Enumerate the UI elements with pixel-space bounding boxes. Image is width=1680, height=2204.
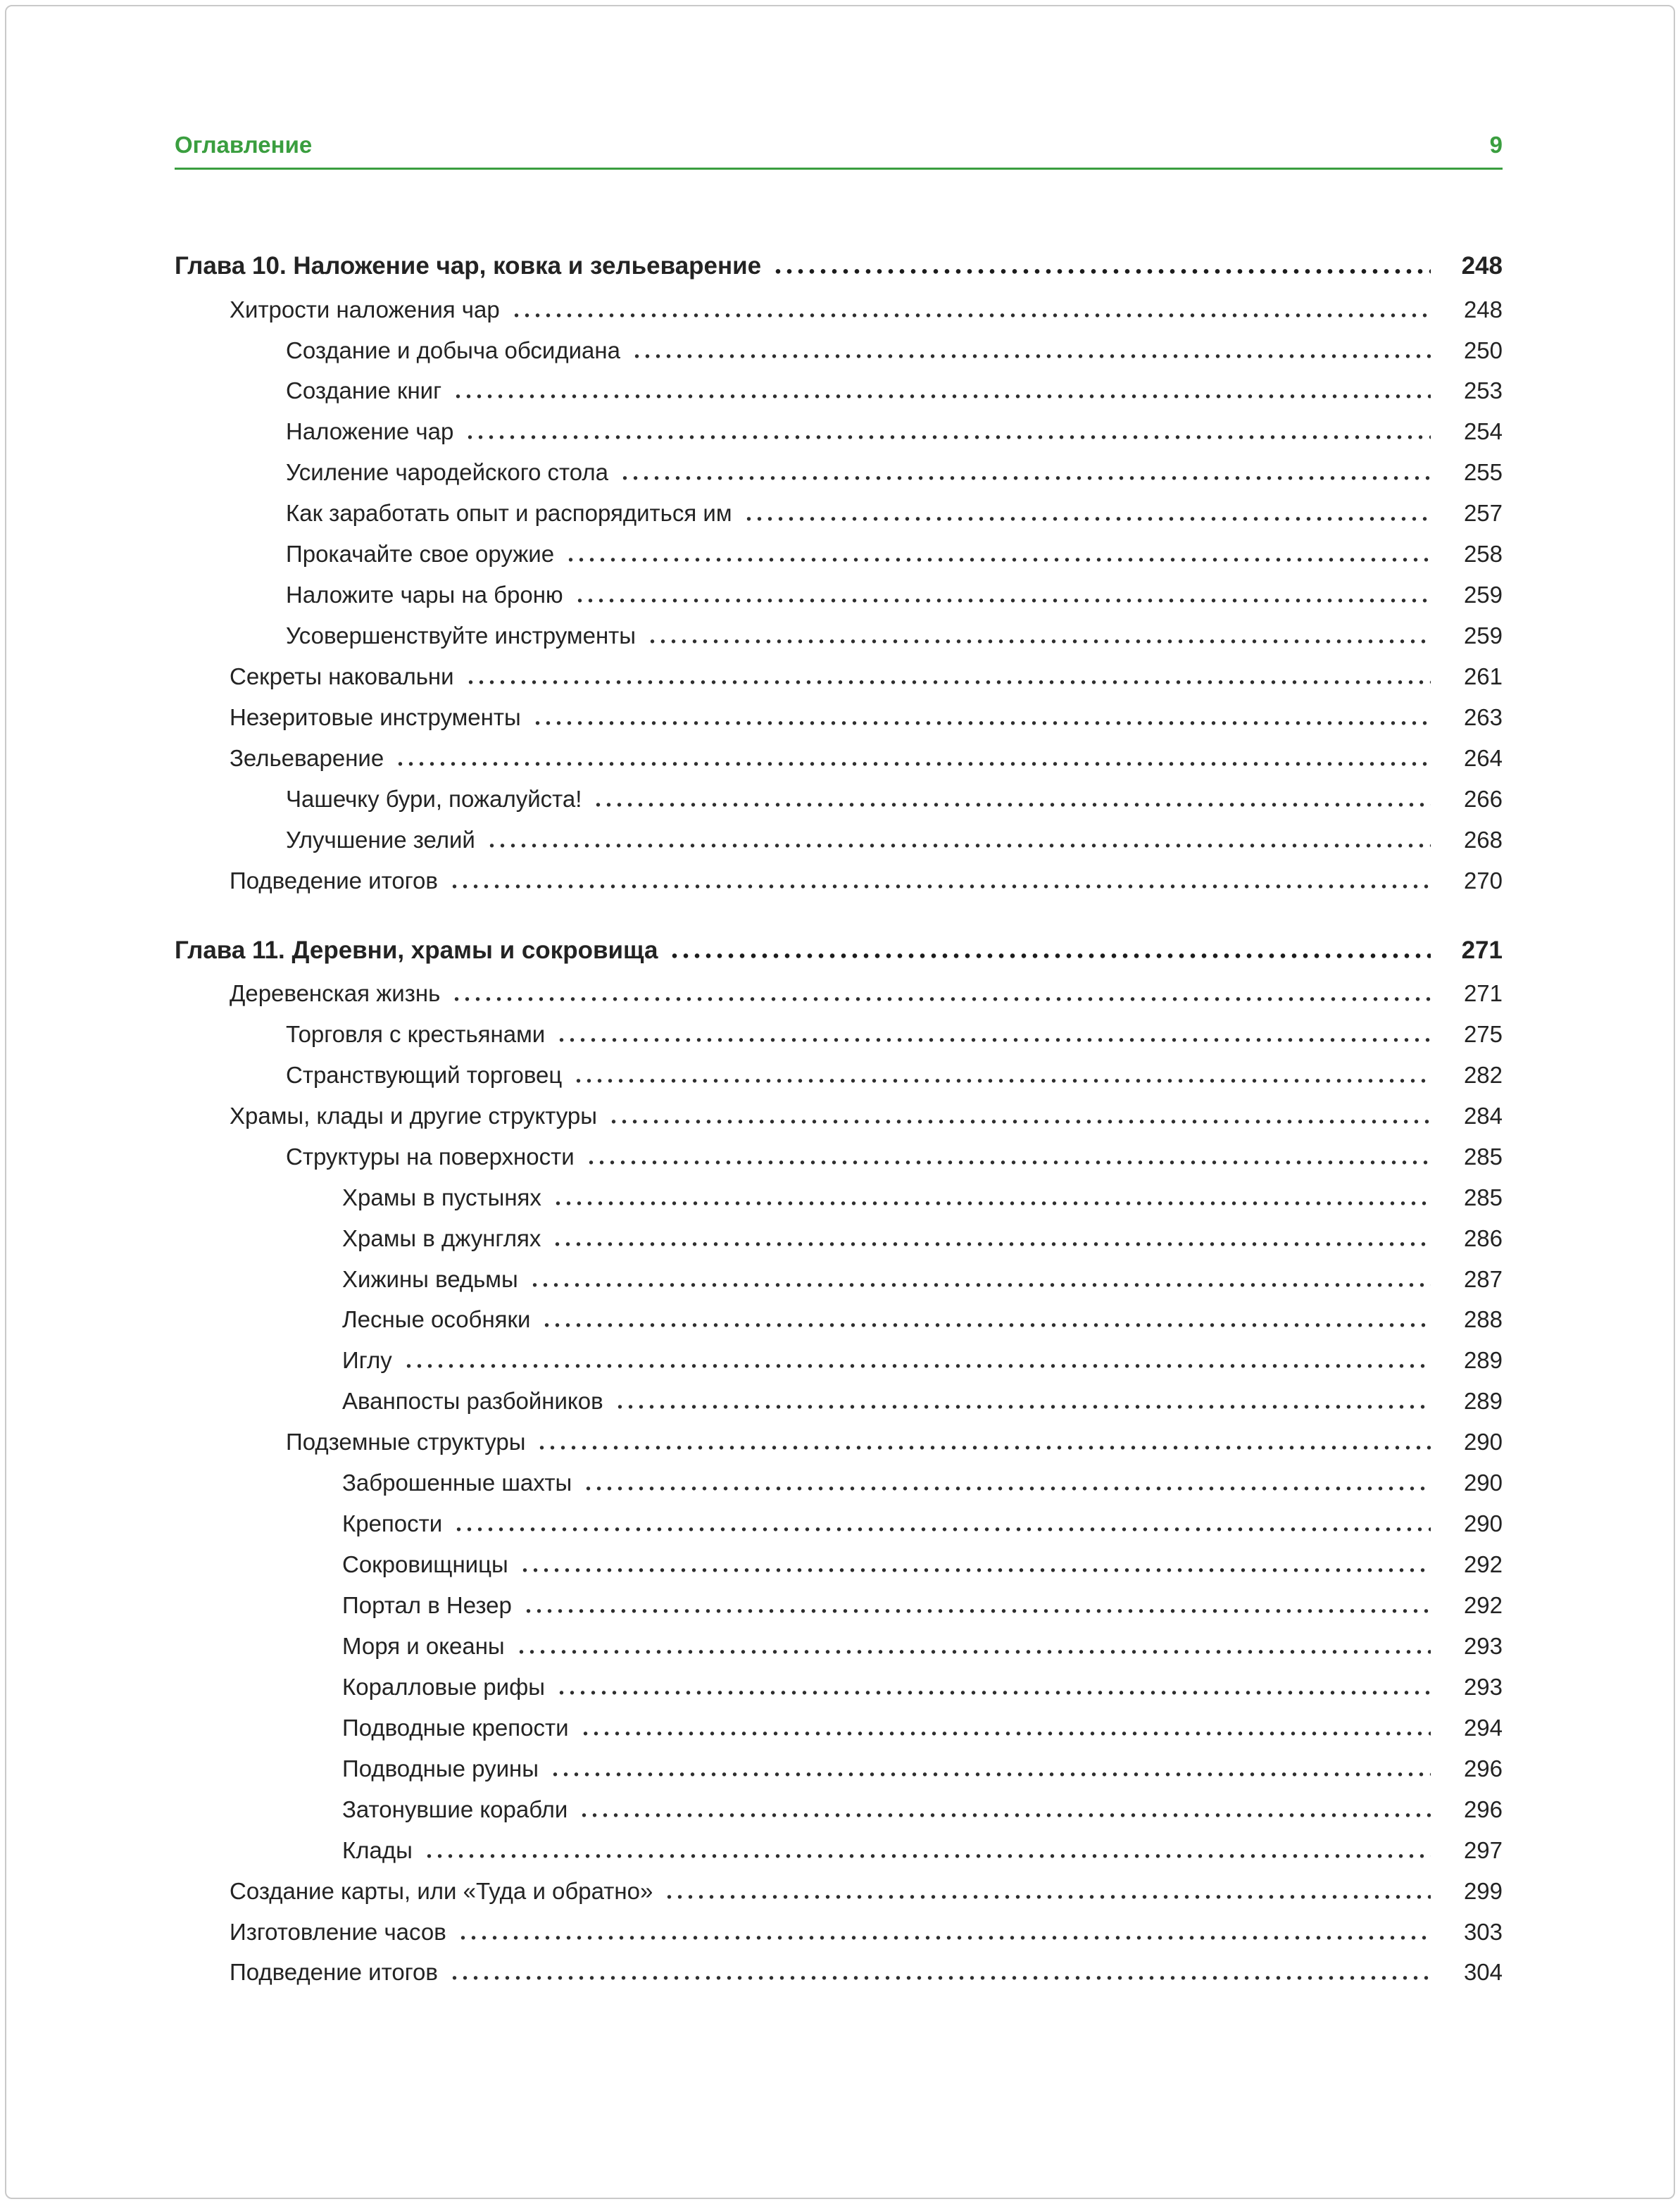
entry-label: Коралловые рифы <box>342 1673 545 1700</box>
entry-page-number: 266 <box>1463 785 1503 812</box>
toc-section <box>175 251 1503 894</box>
entry-label: Заброшенные шахты <box>342 1470 572 1496</box>
entry-page-number: 293 <box>1463 1673 1503 1700</box>
entry-label: Наложите чары на броню <box>286 582 563 608</box>
toc-entry <box>175 1103 1503 1130</box>
entry-page-number: 257 <box>1463 500 1503 527</box>
entry-label: Усиление чародейского стола <box>286 459 609 486</box>
entry-page-number: 290 <box>1463 1429 1503 1455</box>
entry-page-number: 254 <box>1463 418 1503 445</box>
toc-entry <box>175 1306 1503 1334</box>
toc-entry <box>175 1551 1503 1579</box>
toc-entry <box>175 1021 1503 1048</box>
toc-entry <box>175 1592 1503 1620</box>
leader-dots <box>453 394 1431 399</box>
leader-dots <box>395 761 1431 766</box>
entry-label: Создание и добыча обсидиана <box>286 337 620 363</box>
entry-page-number: 296 <box>1463 1796 1503 1822</box>
entry-label: Хижины ведьмы <box>342 1265 518 1292</box>
entry-label: Портал в Незер <box>342 1592 512 1619</box>
leader-dots <box>550 1772 1431 1777</box>
leader-dots <box>520 1567 1431 1572</box>
entry-label: Изготовление часов <box>230 1918 446 1945</box>
entry-label: Аванпосты разбойников <box>342 1388 603 1415</box>
section-heading <box>175 936 1503 965</box>
entry-label: Сокровищницы <box>342 1551 508 1578</box>
entry-page-number: 289 <box>1463 1388 1503 1415</box>
leader-dots <box>580 1731 1431 1736</box>
entry-page-number: 263 <box>1463 703 1503 730</box>
toc-entry <box>175 1878 1503 1905</box>
leader-dots <box>516 1649 1431 1654</box>
entry-page-number: 299 <box>1463 1877 1503 1904</box>
entry-label: Иглу <box>342 1347 392 1374</box>
entry-page-number: 303 <box>1463 1918 1503 1945</box>
toc-entry <box>175 868 1503 895</box>
entry-page-number: 261 <box>1463 663 1503 690</box>
entry-page-number: 275 <box>1463 1020 1503 1047</box>
toc-section <box>175 936 1503 1987</box>
toc-entry <box>175 1633 1503 1660</box>
entry-label: Затонувшие корабли <box>342 1796 568 1822</box>
entry-page-number: 287 <box>1463 1265 1503 1292</box>
entry-page-number: 289 <box>1463 1347 1503 1374</box>
leader-dots <box>487 843 1431 848</box>
toc-entry <box>175 459 1503 487</box>
leader-dots <box>575 598 1431 603</box>
entry-label: Клады <box>342 1836 413 1863</box>
toc-entry <box>175 1959 1503 1986</box>
entry-label: Структуры на поверхности <box>286 1143 575 1170</box>
toc-entry <box>175 500 1503 527</box>
toc-entry <box>175 541 1503 568</box>
entry-page-number: 290 <box>1463 1470 1503 1496</box>
entry-page-number: 296 <box>1463 1755 1503 1782</box>
leader-dots <box>451 996 1431 1001</box>
leader-dots <box>458 1935 1431 1940</box>
entry-label: Деревенская жизнь <box>230 979 441 1006</box>
entry-label: Чашечку бури, пожалуйста! <box>286 785 582 812</box>
toc-entry <box>175 622 1503 650</box>
entry-label: Прокачайте свое оружие <box>286 541 555 568</box>
entry-label: Храмы в джунглях <box>342 1225 541 1251</box>
toc-entry <box>175 1837 1503 1865</box>
entry-page-number: 270 <box>1463 867 1503 894</box>
toc-entry <box>175 1919 1503 1946</box>
leader-dots <box>511 313 1431 318</box>
entry-page-number: 292 <box>1463 1551 1503 1578</box>
entry-page-number: 288 <box>1463 1306 1503 1333</box>
leader-dots <box>615 1404 1431 1409</box>
entry-page-number: 293 <box>1463 1632 1503 1659</box>
entry-label: Хитрости наложения чар <box>230 296 500 323</box>
entry-label: Крепости <box>342 1510 443 1537</box>
header-page-number: 9 <box>1489 132 1503 158</box>
entry-label: Подводные крепости <box>342 1714 569 1741</box>
leader-dots <box>403 1363 1431 1368</box>
entry-page-number: 268 <box>1463 826 1503 853</box>
entry-page-number: 253 <box>1463 377 1503 404</box>
leader-dots <box>537 1445 1431 1450</box>
entry-page-number: 264 <box>1463 744 1503 771</box>
leader-dots <box>453 1527 1431 1532</box>
leader-dots <box>583 1486 1431 1491</box>
entry-page-number: 304 <box>1463 1959 1503 1986</box>
entry-page-number: 258 <box>1463 541 1503 568</box>
leader-dots <box>449 884 1431 889</box>
entry-page-number: 271 <box>1463 979 1503 1006</box>
leader-dots <box>632 353 1431 358</box>
leader-dots <box>586 1160 1431 1165</box>
leader-dots <box>556 1037 1431 1042</box>
entry-label: Подведение итогов <box>230 867 438 894</box>
leader-dots <box>647 639 1431 644</box>
entry-page-number: 292 <box>1463 1592 1503 1619</box>
toc-entry <box>175 1184 1503 1212</box>
entry-page-number: 297 <box>1463 1836 1503 1863</box>
toc-entry <box>175 1429 1503 1456</box>
leader-dots <box>465 680 1431 684</box>
section-page-number: 271 <box>1461 936 1503 964</box>
leader-dots <box>664 1894 1431 1899</box>
entry-label: Создание карты, или «Туда и обратно» <box>230 1877 653 1904</box>
toc-entry <box>175 1144 1503 1171</box>
toc-entry <box>175 663 1503 691</box>
leader-dots <box>449 1975 1431 1980</box>
entry-label: Странствующий торговец <box>286 1061 563 1088</box>
entry-page-number: 284 <box>1463 1102 1503 1129</box>
entry-label: Лесные особняки <box>342 1306 531 1333</box>
entry-page-number: 282 <box>1463 1061 1503 1088</box>
toc-entry <box>175 1062 1503 1089</box>
toc-entry <box>175 1755 1503 1783</box>
leader-dots <box>593 802 1431 807</box>
toc-entry <box>175 745 1503 772</box>
entry-page-number: 250 <box>1463 337 1503 363</box>
leader-dots <box>565 557 1431 562</box>
entry-label: Зельеварение <box>230 744 384 771</box>
entry-label: Создание книг <box>286 377 442 404</box>
section-title: Глава 11. Деревни, храмы и сокровища <box>175 936 658 964</box>
leader-dots <box>541 1322 1431 1327</box>
toc-entry <box>175 582 1503 609</box>
section-title: Глава 10. Наложение чар, ковка и зельеварение <box>175 252 762 280</box>
toc-entry <box>175 418 1503 446</box>
running-head <box>175 132 1503 158</box>
entry-page-number: 294 <box>1463 1714 1503 1741</box>
leader-dots <box>523 1608 1431 1613</box>
leader-dots <box>772 268 1431 274</box>
entry-page-number: 259 <box>1463 582 1503 608</box>
entry-label: Секреты наковальни <box>230 663 454 690</box>
leader-dots <box>620 475 1431 480</box>
entry-label: Подведение итогов <box>230 1959 438 1986</box>
toc-entry <box>175 1266 1503 1294</box>
toc <box>175 251 1503 1986</box>
entry-label: Моря и океаны <box>342 1632 505 1659</box>
entry-label: Наложение чар <box>286 418 454 445</box>
toc-entry <box>175 1225 1503 1253</box>
toc-entry <box>175 1510 1503 1538</box>
leader-dots <box>573 1078 1431 1083</box>
section-heading <box>175 251 1503 280</box>
leader-dots <box>744 516 1431 521</box>
content-area <box>175 132 1503 2000</box>
leader-dots <box>553 1201 1431 1206</box>
leader-dots <box>669 953 1431 958</box>
entry-page-number: 290 <box>1463 1510 1503 1537</box>
entry-label: Храмы, клады и другие структуры <box>230 1102 597 1129</box>
entry-label: Торговля с крестьянами <box>286 1020 546 1047</box>
leader-dots <box>579 1812 1431 1817</box>
entry-page-number: 259 <box>1463 622 1503 649</box>
toc-entry <box>175 1388 1503 1415</box>
header-rule <box>175 168 1503 170</box>
entry-page-number: 285 <box>1463 1143 1503 1170</box>
page-title: Оглавление <box>175 132 313 158</box>
leader-dots <box>529 1282 1431 1287</box>
toc-entry <box>175 786 1503 813</box>
toc-entry <box>175 1347 1503 1375</box>
entry-label: Подводные руины <box>342 1755 539 1782</box>
toc-entry <box>175 1715 1503 1742</box>
entry-page-number: 285 <box>1463 1184 1503 1210</box>
toc-entry <box>175 296 1503 324</box>
leader-dots <box>465 434 1431 439</box>
toc-entry <box>175 1674 1503 1701</box>
toc-entry <box>175 1470 1503 1497</box>
leader-dots <box>608 1119 1431 1124</box>
leader-dots <box>424 1853 1431 1858</box>
entry-label: Как заработать опыт и распорядиться им <box>286 500 732 527</box>
entry-page-number: 255 <box>1463 459 1503 486</box>
toc-entry <box>175 1796 1503 1824</box>
leader-dots <box>552 1241 1431 1246</box>
entry-label: Храмы в пустынях <box>342 1184 541 1210</box>
entry-label: Подземные структуры <box>286 1429 526 1455</box>
entry-page-number: 248 <box>1463 296 1503 323</box>
toc-entry <box>175 704 1503 732</box>
entry-label: Незеритовые инструменты <box>230 703 521 730</box>
leader-dots <box>556 1690 1431 1695</box>
toc-entry <box>175 337 1503 365</box>
entry-label: Усовершенствуйте инструменты <box>286 622 636 649</box>
toc-entry <box>175 377 1503 405</box>
entry-page-number: 286 <box>1463 1225 1503 1251</box>
leader-dots <box>532 720 1431 725</box>
entry-label: Улучшение зелий <box>286 826 475 853</box>
toc-entry <box>175 980 1503 1008</box>
section-page-number: 248 <box>1461 252 1503 280</box>
toc-entry <box>175 827 1503 854</box>
